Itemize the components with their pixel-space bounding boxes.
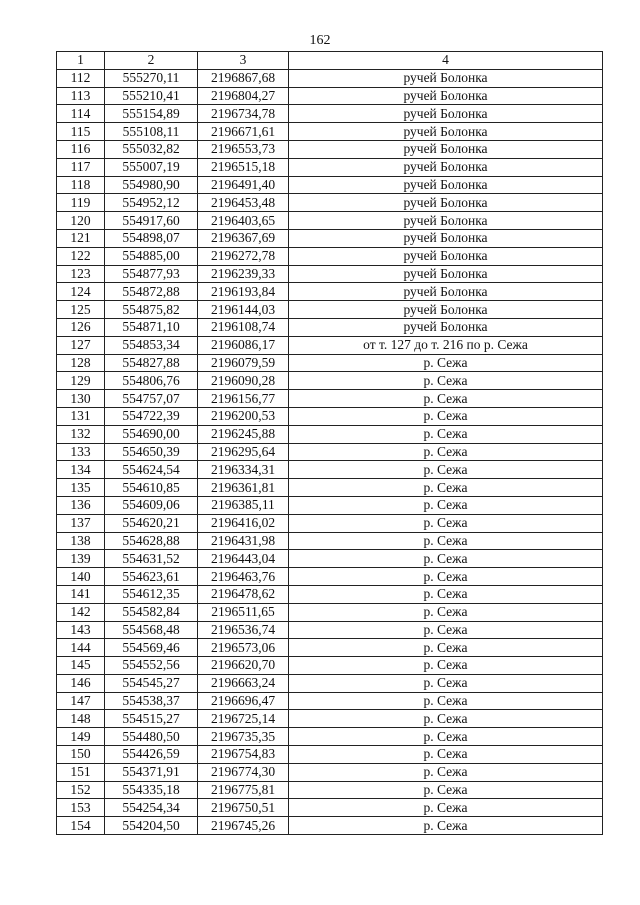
- y-coordinate-cell: 2196193,84: [198, 283, 289, 301]
- table-row: [57, 621, 603, 639]
- x-coordinate-cell: 554538,37: [105, 692, 198, 710]
- table-row: [57, 585, 603, 603]
- description-cell: р. Сежа: [289, 621, 603, 639]
- y-coordinate-cell: 2196334,31: [198, 461, 289, 479]
- point-number-cell: 123: [57, 265, 105, 283]
- x-coordinate-cell: 554582,84: [105, 603, 198, 621]
- description-cell: р. Сежа: [289, 390, 603, 408]
- point-number-cell: 112: [57, 69, 105, 87]
- point-number-cell: 147: [57, 692, 105, 710]
- point-number-cell: 136: [57, 496, 105, 514]
- x-coordinate-cell: 554757,07: [105, 390, 198, 408]
- table-row: [57, 763, 603, 781]
- y-coordinate-cell: 2196663,24: [198, 674, 289, 692]
- description-cell: р. Сежа: [289, 710, 603, 728]
- description-cell: р. Сежа: [289, 550, 603, 568]
- y-coordinate-cell: 2196774,30: [198, 763, 289, 781]
- point-number-cell: 132: [57, 425, 105, 443]
- y-coordinate-cell: 2196239,33: [198, 265, 289, 283]
- table-row: [57, 479, 603, 497]
- coordinates-table: [56, 51, 603, 835]
- y-coordinate-cell: 2196200,53: [198, 407, 289, 425]
- description-cell: ручей Болонка: [289, 194, 603, 212]
- table-row: [57, 247, 603, 265]
- y-coordinate-cell: 2196620,70: [198, 657, 289, 675]
- x-coordinate-cell: 554609,06: [105, 496, 198, 514]
- description-cell: ручей Болонка: [289, 176, 603, 194]
- table-row: [57, 674, 603, 692]
- y-coordinate-cell: 2196478,62: [198, 585, 289, 603]
- description-cell: ручей Болонка: [289, 247, 603, 265]
- point-number-cell: 113: [57, 87, 105, 105]
- table-row: [57, 603, 603, 621]
- table-row: [57, 372, 603, 390]
- description-cell: р. Сежа: [289, 817, 603, 835]
- description-cell: р. Сежа: [289, 728, 603, 746]
- description-cell: р. Сежа: [289, 657, 603, 675]
- table-row: [57, 229, 603, 247]
- column-header: 2: [105, 52, 198, 70]
- table-row: [57, 265, 603, 283]
- description-cell: р. Сежа: [289, 514, 603, 532]
- point-number-cell: 115: [57, 123, 105, 141]
- point-number-cell: 128: [57, 354, 105, 372]
- description-cell: ручей Болонка: [289, 265, 603, 283]
- table-row: [57, 336, 603, 354]
- x-coordinate-cell: 554871,10: [105, 318, 198, 336]
- x-coordinate-cell: 555154,89: [105, 105, 198, 123]
- x-coordinate-cell: 555108,11: [105, 123, 198, 141]
- point-number-cell: 130: [57, 390, 105, 408]
- y-coordinate-cell: 2196295,64: [198, 443, 289, 461]
- x-coordinate-cell: 554545,27: [105, 674, 198, 692]
- table-row: [57, 354, 603, 372]
- table-row: [57, 550, 603, 568]
- point-number-cell: 139: [57, 550, 105, 568]
- column-header: 1: [57, 52, 105, 70]
- y-coordinate-cell: 2196735,35: [198, 728, 289, 746]
- x-coordinate-cell: 554568,48: [105, 621, 198, 639]
- x-coordinate-cell: 554827,88: [105, 354, 198, 372]
- description-cell: р. Сежа: [289, 568, 603, 586]
- point-number-cell: 131: [57, 407, 105, 425]
- table-row: [57, 692, 603, 710]
- y-coordinate-cell: 2196734,78: [198, 105, 289, 123]
- description-cell: ручей Болонка: [289, 140, 603, 158]
- table-row: [57, 176, 603, 194]
- description-cell: р. Сежа: [289, 585, 603, 603]
- point-number-cell: 140: [57, 568, 105, 586]
- y-coordinate-cell: 2196403,65: [198, 212, 289, 230]
- y-coordinate-cell: 2196491,40: [198, 176, 289, 194]
- y-coordinate-cell: 2196745,26: [198, 817, 289, 835]
- y-coordinate-cell: 2196144,03: [198, 301, 289, 319]
- y-coordinate-cell: 2196511,65: [198, 603, 289, 621]
- x-coordinate-cell: 555032,82: [105, 140, 198, 158]
- x-coordinate-cell: 554426,59: [105, 746, 198, 764]
- description-cell: р. Сежа: [289, 425, 603, 443]
- point-number-cell: 122: [57, 247, 105, 265]
- x-coordinate-cell: 554875,82: [105, 301, 198, 319]
- x-coordinate-cell: 554885,00: [105, 247, 198, 265]
- y-coordinate-cell: 2196725,14: [198, 710, 289, 728]
- point-number-cell: 133: [57, 443, 105, 461]
- description-cell: р. Сежа: [289, 674, 603, 692]
- x-coordinate-cell: 554872,88: [105, 283, 198, 301]
- x-coordinate-cell: 554980,90: [105, 176, 198, 194]
- x-coordinate-cell: 555270,11: [105, 69, 198, 87]
- y-coordinate-cell: 2196453,48: [198, 194, 289, 212]
- description-cell: от т. 127 до т. 216 по р. Сежа: [289, 336, 603, 354]
- x-coordinate-cell: 554631,52: [105, 550, 198, 568]
- table-row: [57, 390, 603, 408]
- description-cell: р. Сежа: [289, 692, 603, 710]
- description-cell: р. Сежа: [289, 407, 603, 425]
- table-row: [57, 105, 603, 123]
- description-cell: ручей Болонка: [289, 229, 603, 247]
- x-coordinate-cell: 554628,88: [105, 532, 198, 550]
- table-row: [57, 443, 603, 461]
- description-cell: р. Сежа: [289, 603, 603, 621]
- x-coordinate-cell: 554335,18: [105, 781, 198, 799]
- y-coordinate-cell: 2196443,04: [198, 550, 289, 568]
- point-number-cell: 124: [57, 283, 105, 301]
- point-number-cell: 116: [57, 140, 105, 158]
- table-row: [57, 710, 603, 728]
- point-number-cell: 151: [57, 763, 105, 781]
- y-coordinate-cell: 2196750,51: [198, 799, 289, 817]
- point-number-cell: 119: [57, 194, 105, 212]
- description-cell: ручей Болонка: [289, 212, 603, 230]
- point-number-cell: 134: [57, 461, 105, 479]
- description-cell: ручей Болонка: [289, 283, 603, 301]
- table-row: [57, 817, 603, 835]
- x-coordinate-cell: 554952,12: [105, 194, 198, 212]
- y-coordinate-cell: 2196754,83: [198, 746, 289, 764]
- point-number-cell: 121: [57, 229, 105, 247]
- x-coordinate-cell: 554610,85: [105, 479, 198, 497]
- description-cell: р. Сежа: [289, 746, 603, 764]
- x-coordinate-cell: 554515,27: [105, 710, 198, 728]
- y-coordinate-cell: 2196156,77: [198, 390, 289, 408]
- x-coordinate-cell: 554624,54: [105, 461, 198, 479]
- point-number-cell: 127: [57, 336, 105, 354]
- x-coordinate-cell: 555210,41: [105, 87, 198, 105]
- description-cell: р. Сежа: [289, 781, 603, 799]
- y-coordinate-cell: 2196385,11: [198, 496, 289, 514]
- page-number: 162: [309, 33, 331, 48]
- y-coordinate-cell: 2196108,74: [198, 318, 289, 336]
- description-cell: р. Сежа: [289, 443, 603, 461]
- point-number-cell: 153: [57, 799, 105, 817]
- table-row: [57, 514, 603, 532]
- description-cell: р. Сежа: [289, 479, 603, 497]
- y-coordinate-cell: 2196536,74: [198, 621, 289, 639]
- table-row: [57, 212, 603, 230]
- y-coordinate-cell: 2196553,73: [198, 140, 289, 158]
- description-cell: ручей Болонка: [289, 318, 603, 336]
- point-number-cell: 125: [57, 301, 105, 319]
- y-coordinate-cell: 2196867,68: [198, 69, 289, 87]
- table-row: [57, 140, 603, 158]
- point-number-cell: 135: [57, 479, 105, 497]
- description-cell: р. Сежа: [289, 532, 603, 550]
- table-row: [57, 425, 603, 443]
- point-number-cell: 144: [57, 639, 105, 657]
- description-cell: ручей Болонка: [289, 158, 603, 176]
- description-cell: ручей Болонка: [289, 105, 603, 123]
- point-number-cell: 146: [57, 674, 105, 692]
- point-number-cell: 142: [57, 603, 105, 621]
- point-number-cell: 154: [57, 817, 105, 835]
- x-coordinate-cell: 554480,50: [105, 728, 198, 746]
- x-coordinate-cell: 554650,39: [105, 443, 198, 461]
- y-coordinate-cell: 2196086,17: [198, 336, 289, 354]
- table-row: [57, 639, 603, 657]
- point-number-cell: 120: [57, 212, 105, 230]
- table-row: [57, 781, 603, 799]
- y-coordinate-cell: 2196245,88: [198, 425, 289, 443]
- x-coordinate-cell: 554898,07: [105, 229, 198, 247]
- table-row: [57, 123, 603, 141]
- table-row: [57, 728, 603, 746]
- table-row: [57, 657, 603, 675]
- point-number-cell: 143: [57, 621, 105, 639]
- point-number-cell: 117: [57, 158, 105, 176]
- y-coordinate-cell: 2196775,81: [198, 781, 289, 799]
- x-coordinate-cell: 554552,56: [105, 657, 198, 675]
- x-coordinate-cell: 554371,91: [105, 763, 198, 781]
- y-coordinate-cell: 2196416,02: [198, 514, 289, 532]
- x-coordinate-cell: 554569,46: [105, 639, 198, 657]
- x-coordinate-cell: 554612,35: [105, 585, 198, 603]
- point-number-cell: 141: [57, 585, 105, 603]
- table-row: [57, 746, 603, 764]
- y-coordinate-cell: 2196367,69: [198, 229, 289, 247]
- description-cell: р. Сежа: [289, 461, 603, 479]
- table-row: [57, 496, 603, 514]
- y-coordinate-cell: 2196463,76: [198, 568, 289, 586]
- table-row: [57, 194, 603, 212]
- table-row: [57, 532, 603, 550]
- x-coordinate-cell: 554690,00: [105, 425, 198, 443]
- description-cell: р. Сежа: [289, 354, 603, 372]
- y-coordinate-cell: 2196696,47: [198, 692, 289, 710]
- table-row: [57, 87, 603, 105]
- point-number-cell: 118: [57, 176, 105, 194]
- description-cell: р. Сежа: [289, 763, 603, 781]
- point-number-cell: 114: [57, 105, 105, 123]
- x-coordinate-cell: 554917,60: [105, 212, 198, 230]
- y-coordinate-cell: 2196804,27: [198, 87, 289, 105]
- table-row: [57, 407, 603, 425]
- x-coordinate-cell: 554806,76: [105, 372, 198, 390]
- point-number-cell: 148: [57, 710, 105, 728]
- y-coordinate-cell: 2196090,28: [198, 372, 289, 390]
- point-number-cell: 150: [57, 746, 105, 764]
- table-header-row: [57, 52, 603, 70]
- y-coordinate-cell: 2196671,61: [198, 123, 289, 141]
- description-cell: р. Сежа: [289, 496, 603, 514]
- point-number-cell: 137: [57, 514, 105, 532]
- x-coordinate-cell: 554623,61: [105, 568, 198, 586]
- description-cell: р. Сежа: [289, 639, 603, 657]
- table-row: [57, 799, 603, 817]
- y-coordinate-cell: 2196361,81: [198, 479, 289, 497]
- point-number-cell: 145: [57, 657, 105, 675]
- y-coordinate-cell: 2196272,78: [198, 247, 289, 265]
- x-coordinate-cell: 554204,50: [105, 817, 198, 835]
- table-row: [57, 318, 603, 336]
- table-row: [57, 301, 603, 319]
- point-number-cell: 149: [57, 728, 105, 746]
- table-row: [57, 158, 603, 176]
- column-header: 3: [198, 52, 289, 70]
- point-number-cell: 126: [57, 318, 105, 336]
- table-row: [57, 568, 603, 586]
- y-coordinate-cell: 2196573,06: [198, 639, 289, 657]
- x-coordinate-cell: 554877,93: [105, 265, 198, 283]
- description-cell: ручей Болонка: [289, 69, 603, 87]
- description-cell: ручей Болонка: [289, 123, 603, 141]
- description-cell: р. Сежа: [289, 799, 603, 817]
- x-coordinate-cell: 555007,19: [105, 158, 198, 176]
- point-number-cell: 138: [57, 532, 105, 550]
- column-header: 4: [289, 52, 603, 70]
- y-coordinate-cell: 2196515,18: [198, 158, 289, 176]
- table-row: [57, 283, 603, 301]
- x-coordinate-cell: 554254,34: [105, 799, 198, 817]
- point-number-cell: 152: [57, 781, 105, 799]
- description-cell: ручей Болонка: [289, 87, 603, 105]
- x-coordinate-cell: 554853,34: [105, 336, 198, 354]
- table-row: [57, 69, 603, 87]
- table-row: [57, 461, 603, 479]
- x-coordinate-cell: 554620,21: [105, 514, 198, 532]
- y-coordinate-cell: 2196079,59: [198, 354, 289, 372]
- y-coordinate-cell: 2196431,98: [198, 532, 289, 550]
- x-coordinate-cell: 554722,39: [105, 407, 198, 425]
- description-cell: р. Сежа: [289, 372, 603, 390]
- point-number-cell: 129: [57, 372, 105, 390]
- description-cell: ручей Болонка: [289, 301, 603, 319]
